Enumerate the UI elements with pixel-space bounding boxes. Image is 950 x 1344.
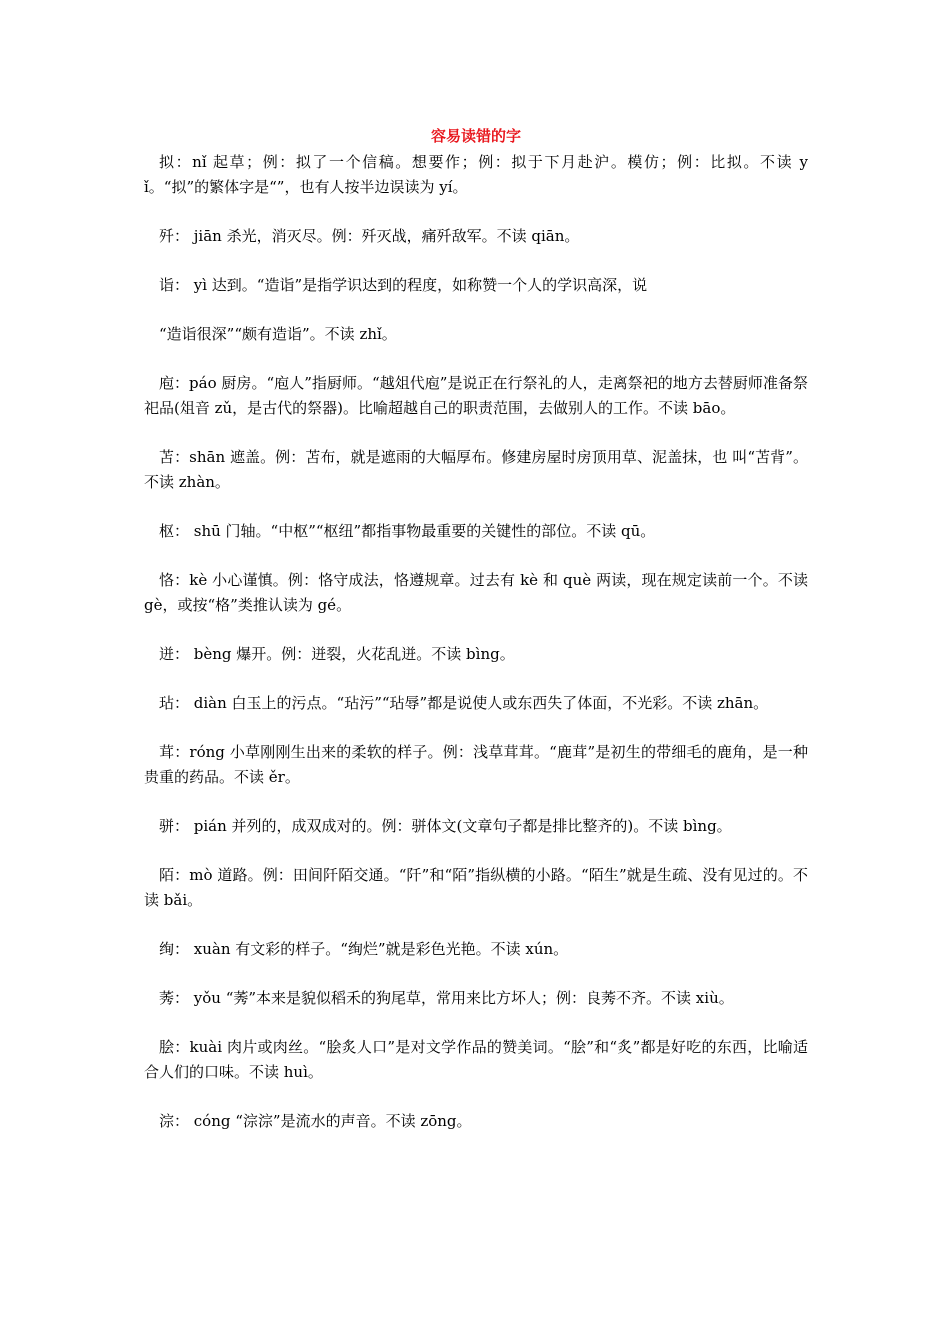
entry-cong: 淙： cóng “淙淙”是流水的声音。不读 zōng。 — [159, 1112, 472, 1130]
entry-jian: 歼： jiān 杀光，消灭尽。例：歼灭战，痛歼敌军。不读 qiān。 — [159, 227, 580, 245]
entry-yi: 诣： yì 达到。“造诣”是指学识达到的程度，如称赞一个人的学识高深，说 — [159, 276, 648, 294]
entry-pian: 骈： pián 并列的，成双成对的。例：骈体文(文章句子都是排比整齐的)。不读 bìng。 — [159, 817, 732, 835]
entry-mo: 陌：mò 道路。例：田间阡陌交通。“阡”和“陌”指纵横的小路。“陌生”就是生疏、没有见过的。不读 bǎi。 — [144, 866, 808, 909]
entry-beng: 迸： bèng 爆开。例：迸裂，火花乱迸。不读 bìng。 — [159, 645, 515, 663]
document-title: 容易读错的字 — [430, 127, 521, 145]
document-page — [144, 126, 808, 1158]
entry-pao: 庖：páo 厨房。“庖人”指厨师。“越俎代庖”是说正在行祭礼的人，走离祭祀的地方去替厨师准备祭祀品(俎音 zǔ，是古代的祭器)。比喻超越自己的职责范围，去做别人的工作。不读 bāo。 — [144, 374, 808, 417]
entry-ni: 拟：nǐ 起草；例：拟了一个信稿。想要作；例：拟于下月赴沪。模仿；例：比拟。不读 yǐ。“拟”的繁体字是“”，也有人按半边误读为 yí。 — [144, 153, 808, 196]
entry-yi-continued: “造诣很深”“颇有造诣”。不读 zhǐ。 — [159, 325, 397, 343]
entry-shu: 枢： shū 门轴。“中枢”“枢纽”都指事物最重要的关键性的部位。不读 qū。 — [159, 522, 656, 540]
entry-dian: 玷： diàn 白玉上的污点。“玷污”“玷辱”都是说使人或东西失了体面，不光彩。不读 zhān。 — [159, 694, 769, 712]
entry-rong: 茸：róng 小草刚刚生出来的柔软的样子。例：浅草茸茸。“鹿茸”是初生的带细毛的鹿角，是一种贵重的药品。不读 ěr。 — [144, 743, 808, 786]
entry-shan: 苫：shān 遮盖。例：苫布，就是遮雨的大幅厚布。修建房屋时房顶用草、泥盖抹，也 叫“苫背”。不读 zhàn。 — [144, 448, 808, 491]
entry-ke: 恪：kè 小心谨慎。例：恪守成法，恪遵规章。过去有 kè 和 què 两读，现在规定读前一个。不读 gè，或按“格”类推认读为 gé。 — [144, 571, 808, 614]
entry-kuai: 脍：kuài 肉片或肉丝。“脍炙人口”是对文学作品的赞美词。“脍”和“炙”都是好吃的东西，比喻适合人们的口味。不读 huì。 — [144, 1038, 808, 1081]
entry-you: 莠： yǒu “莠”本来是貌似稻禾的狗尾草，常用来比方坏人；例：良莠不齐。不读 xiù。 — [159, 989, 734, 1007]
entry-xuan: 绚： xuàn 有文彩的样子。“绚烂”就是彩色光艳。不读 xún。 — [159, 940, 569, 958]
